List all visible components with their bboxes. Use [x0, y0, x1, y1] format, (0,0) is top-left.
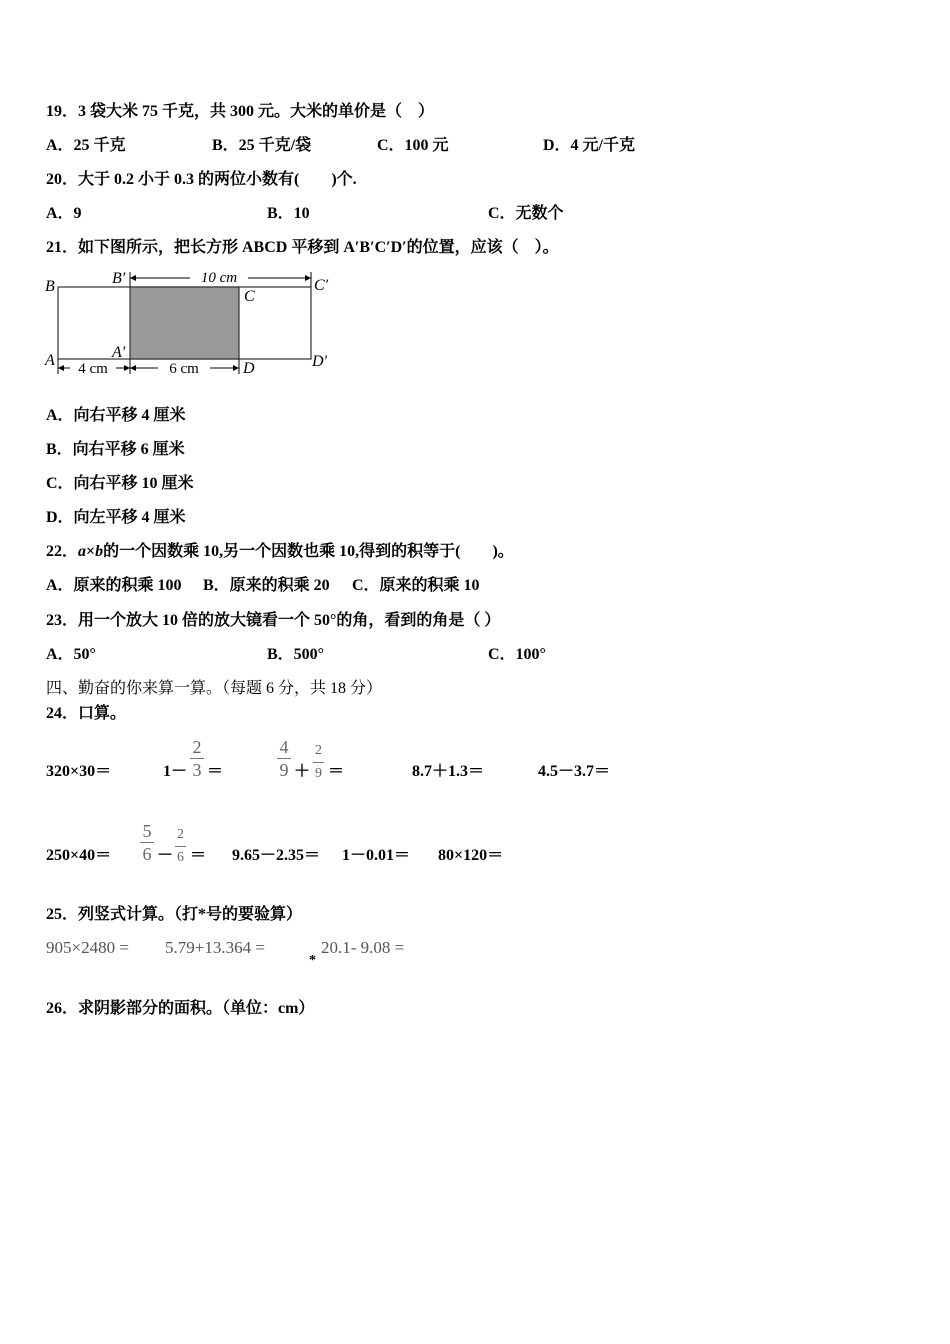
q23-stem: 23．用一个放大 10 倍的放大镜看一个 50°的角，看到的角是（ ） — [46, 612, 501, 629]
q24-r2-e2-fraction-1 — [140, 822, 154, 863]
q21-option-a[interactable]: A．向右平移 4 厘米 — [46, 407, 186, 424]
q22-var-b: b — [95, 543, 104, 560]
denominator: 6 — [142, 844, 152, 864]
q22-rest: 的一个因数乘 10,另一个因数也乘 10,得到的积等于( )。 — [103, 543, 514, 560]
q22-stem — [46, 542, 514, 562]
label-A1: A′ — [112, 344, 126, 361]
numerator: 2 — [315, 743, 322, 758]
section-4-title: 四、勤奋的你来算一算。（每题 6 分，共 18 分） — [46, 680, 383, 697]
q25-e3: 20.1- 9.08 = — [321, 938, 405, 957]
q21-option-b[interactable]: B．向右平移 6 厘米 — [46, 441, 185, 458]
numerator: 5 — [142, 821, 152, 841]
denominator: 3 — [192, 760, 202, 780]
numerator: 4 — [279, 737, 289, 757]
q22-var-a: a — [78, 543, 87, 560]
q23-option-b[interactable]: B．500° — [267, 646, 325, 663]
label-B1: B′ — [112, 270, 126, 287]
q22-times: × — [86, 543, 96, 560]
q24-r2-e3: 9.65－2.35＝ — [232, 847, 321, 864]
q24-r2-e2-op: － — [157, 847, 174, 864]
q19-option-b[interactable]: B．25 千克/袋 — [212, 137, 312, 154]
q22-option-a[interactable]: A．原来的积乘 100 — [46, 577, 182, 594]
label-D: D — [243, 360, 255, 377]
q20-stem: 20．大于 0.2 小于 0.3 的两位小数有( )个. — [46, 171, 357, 188]
q25-star: * — [309, 953, 316, 968]
denominator: 9 — [279, 760, 289, 780]
q24-r1-e3-op: ＋ — [294, 763, 311, 780]
q24-r2-e2-post: ＝ — [190, 847, 207, 864]
q21-figure — [40, 266, 340, 380]
q25-e2: 5.79+13.364 = — [165, 938, 265, 957]
q24-r1-e3-fraction-1 — [277, 738, 291, 779]
q24-r1-e2-fraction — [190, 738, 204, 779]
q25-e1: 905×2480 = — [46, 938, 129, 957]
q19-option-a[interactable]: A．25 千克 — [46, 137, 126, 154]
denominator: 6 — [177, 850, 184, 865]
q24-r2-e5: 80×120＝ — [438, 847, 504, 864]
label-D1: D′ — [312, 353, 328, 370]
dim-left: 4 cm — [78, 361, 108, 377]
q24-stem: 24．口算。 — [46, 705, 127, 722]
shaded-rect — [130, 287, 239, 359]
q19-stem: 19．3 袋大米 75 千克，共 300 元。大米的单价是（ ） — [46, 103, 435, 120]
q24-r1-e3-post: ＝ — [328, 763, 345, 780]
label-A: A — [45, 352, 55, 369]
q24-r1-e3-fraction-2 — [313, 742, 324, 783]
q19-option-d[interactable]: D．4 元/千克 — [543, 137, 636, 154]
q23-option-a[interactable]: A．50° — [46, 646, 96, 663]
numerator: 2 — [177, 827, 184, 842]
q24-r2-e2-fraction-2 — [175, 826, 186, 867]
q23-option-c[interactable]: C．100° — [488, 646, 546, 663]
q24-r2-e4: 1－0.01＝ — [342, 847, 411, 864]
label-B: B — [45, 278, 55, 295]
q22-option-c[interactable]: C．原来的积乘 10 — [352, 577, 480, 594]
q20-option-b[interactable]: B．10 — [267, 205, 310, 222]
numerator: 2 — [192, 737, 202, 757]
q22-number: 22． — [46, 543, 79, 560]
q24-r1-e5: 4.5－3.7＝ — [538, 763, 611, 780]
q24-r2-e1: 250×40＝ — [46, 847, 112, 864]
q21-stem: 21．如下图所示，把长方形 ABCD 平移到 A′B′C′D′的位置，应该（ ）。 — [46, 239, 559, 256]
q20-option-a[interactable]: A．9 — [46, 205, 82, 222]
denominator: 9 — [315, 766, 322, 781]
q21-option-c[interactable]: C．向右平移 10 厘米 — [46, 475, 194, 492]
q22-option-b[interactable]: B．原来的积乘 20 — [203, 577, 330, 594]
q24-r1-e4: 8.7＋1.3＝ — [412, 763, 485, 780]
label-C: C — [244, 288, 255, 305]
q26-stem: 26．求阴影部分的面积。（单位：cm） — [46, 1000, 315, 1017]
label-C1: C′ — [314, 277, 329, 294]
q19-option-c[interactable]: C．100 元 — [377, 137, 449, 154]
dim-bottom: 6 cm — [169, 361, 199, 377]
q24-r1-e1: 320×30＝ — [46, 763, 112, 780]
q25-stem: 25．列竖式计算。（打*号的要验算） — [46, 906, 303, 923]
q21-option-d[interactable]: D．向左平移 4 厘米 — [46, 509, 186, 526]
dim-top: 10 cm — [200, 270, 238, 286]
q24-r1-e2-post: ＝ — [207, 763, 224, 780]
q24-r1-e2-pre: 1－ — [163, 763, 188, 780]
q20-option-c[interactable]: C．无数个 — [488, 205, 564, 222]
